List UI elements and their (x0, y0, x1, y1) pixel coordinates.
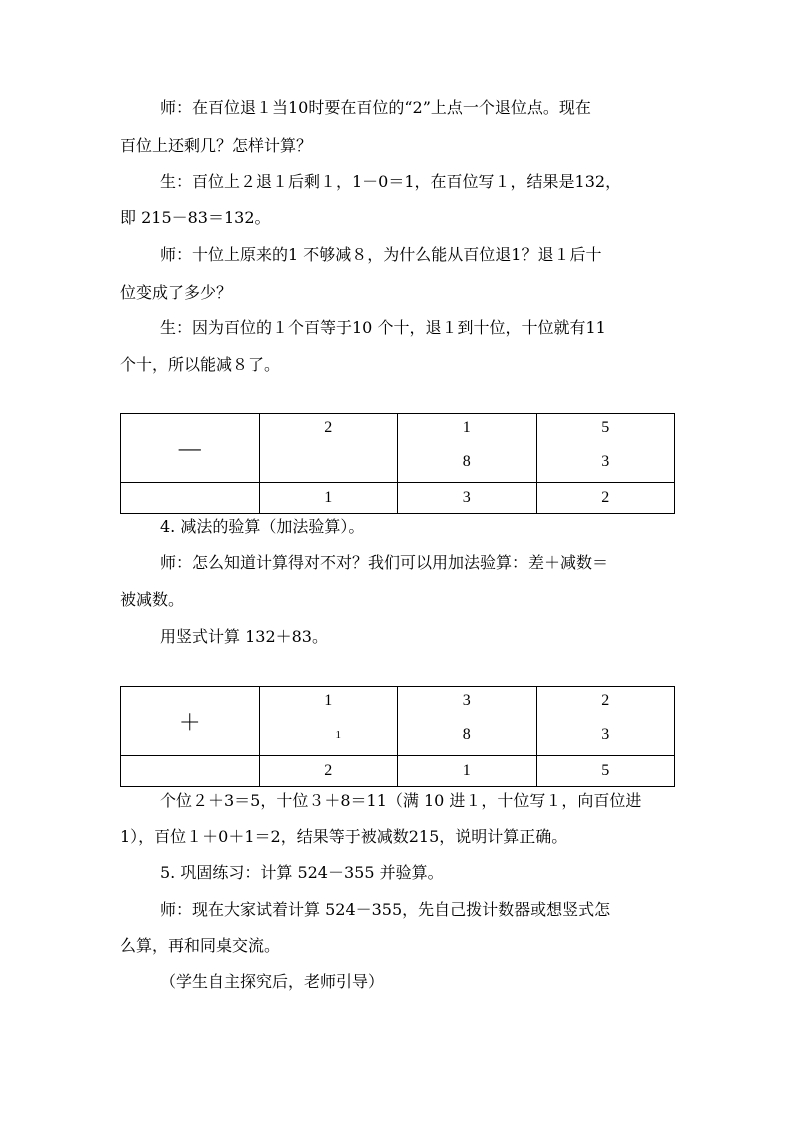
ones-cell (536, 414, 675, 483)
digit: 5 (601, 419, 610, 436)
result-cell: 5 (536, 756, 675, 787)
result-cell (121, 756, 260, 787)
digit: 8 (462, 453, 471, 470)
line-9: 4. 减法的验算（加法验算）。 (160, 517, 365, 536)
line-15: 5. 巩固练习：计算 524－355 并验算。 (160, 863, 444, 882)
line-18: （学生自主探究后，老师引导） (160, 972, 385, 991)
line-2: 百位上还剩几？怎样计算？ (120, 136, 313, 155)
line-14: 1），百位１＋0＋1＝2，结果等于被减数215，说明计算正确。 (120, 827, 568, 846)
line-7: 生：因为百位的１个百等于10 个十，退１到十位，十位就有11 (160, 318, 606, 337)
digit: 3 (601, 453, 610, 470)
result-cell (121, 483, 260, 514)
tens-cell (398, 414, 537, 483)
line-10: 师：怎么知道计算得对不对？我们可以用加法验算：差＋减数＝ (160, 553, 609, 572)
digit: 1 (324, 692, 333, 709)
line-1: 师：在百位退１当10时要在百位的“2”上点一个退位点。现在 (160, 98, 591, 117)
digit: 8 (462, 726, 471, 743)
hundreds-cell (259, 687, 398, 756)
ones-cell (536, 687, 675, 756)
line-8: 个十，所以能减８了。 (120, 355, 281, 374)
result-cell: 1 (398, 756, 537, 787)
result-cell: 1 (259, 483, 398, 514)
digit: 3 (462, 692, 471, 709)
minus-sign: — (121, 414, 260, 483)
subtraction-vertical-table (120, 413, 675, 514)
digit: 2 (324, 419, 333, 436)
line-5: 师：十位上原来的1 不够减８，为什么能从百位退1？退１后十 (160, 245, 602, 264)
line-6: 位变成了多少？ (120, 283, 233, 302)
line-4: 即 215－83＝132。 (120, 208, 271, 227)
line-11: 被减数。 (120, 590, 185, 609)
line-12: 用竖式计算 132＋83。 (160, 627, 328, 646)
line-13: 个位２＋3＝5，十位３＋8＝11（满 10 进１，十位写１，向百位进 (160, 791, 642, 810)
result-cell: 2 (259, 756, 398, 787)
line-17: 么算，再和同桌交流。 (120, 936, 281, 955)
digit: 1 (462, 419, 471, 436)
carry-digit: 1 (335, 729, 341, 741)
result-cell: 3 (398, 483, 537, 514)
result-cell: 2 (536, 483, 675, 514)
hundreds-cell (259, 414, 398, 483)
plus-sign: ＋ (121, 687, 260, 756)
line-3: 生：百位上２退１后剩１，1－0＝1，在百位写１，结果是132， (160, 172, 622, 191)
digit: 3 (601, 726, 610, 743)
digit: 2 (601, 692, 610, 709)
line-16: 师：现在大家试着计算 524－355，先自己拨计数器或想竖式怎 (160, 900, 611, 919)
addition-vertical-table (120, 686, 675, 787)
tens-cell (398, 687, 537, 756)
